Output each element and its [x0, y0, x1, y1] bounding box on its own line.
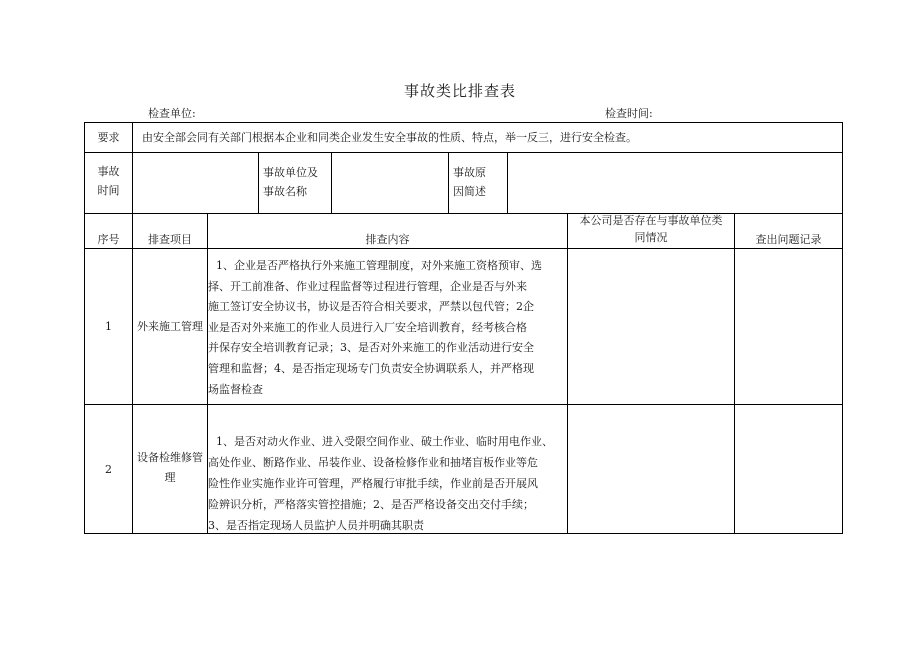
header-content: 排查内容 — [365, 233, 410, 246]
row-2-no: 2 — [105, 462, 112, 476]
row-2-item: 设备检维修管 理 — [137, 451, 203, 484]
column-divider — [567, 213, 568, 534]
column-divider — [258, 152, 259, 213]
requirement-text: 由安全部会同有关部门根据本企业和同类企业发生安全事故的性质、特点，举一反三，进行安全检查。 — [142, 131, 637, 144]
requirement-label: 要求 — [97, 131, 120, 144]
column-divider — [331, 152, 332, 213]
inspection-table — [84, 122, 843, 534]
row-divider — [84, 404, 843, 405]
row-2-content: 1、是否对动火作业、进入受限空间作业、破土作业、临时用电作业、 高处作业、断路作业、吊装作业、设备检修作业和抽堵盲板作业等危 险性作业实施作业许可管理，严格履行审批手续，作业前是否开展风 险辨识分析，严格落实管控措施；2、是否严格设备交出交付手续； 3、是否指定现场人员监护人员并明确其职责 — [208, 435, 553, 532]
column-divider — [448, 152, 449, 213]
header-problem-record: 查出问题记录 — [755, 233, 822, 246]
inspect-unit-label: 检查单位: — [148, 107, 196, 120]
row-divider — [84, 152, 843, 153]
header-item: 排查项目 — [148, 233, 192, 246]
column-divider — [507, 152, 508, 213]
row-1-no: 1 — [105, 320, 112, 333]
inspect-time-label: 检查时间: — [605, 107, 653, 120]
header-no: 序号 — [97, 233, 120, 246]
header-similar-situation: 本公司是否存在与事故单位类 同情况 — [579, 214, 723, 244]
column-divider — [734, 213, 735, 534]
accident-unit-name-label: 事故单位及 事故名称 — [263, 166, 318, 198]
accident-time-label: 事故 时间 — [97, 165, 120, 197]
table-border-right — [842, 122, 843, 534]
row-1-content: 1、企业是否严格执行外来施工管理制度，对外来施工资格预审、选 择、开工前准备、作业过程监督等过程进行管理，企业是否与外来 施工签订安全协议书，协议是否符合相关要求，严禁以包代管；2企 业是否对外来施工的作业人员进行入厂安全培训教育，经考核合格 并保存安全培训教育记录；3、是否对外来施工的作业活动进行安全 管理和监督；4、是否指定现场专门负责安全协调联系人，并严格现 场监督检查 — [208, 259, 542, 396]
row-1-item: 外来施工管理 — [137, 320, 203, 333]
accident-cause-label: 事故原 因简述 — [453, 166, 486, 198]
page-title: 事故类比排查表 — [403, 82, 516, 100]
